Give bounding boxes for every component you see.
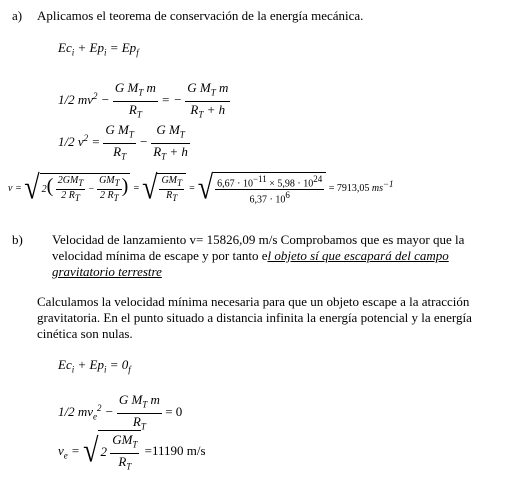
equation-energy-expanded: 1/2 $mv^2$ − $\frac{G M_T m}{R_T}$ = − $\frac{G M_T m}{R_T + h}$	[58, 80, 230, 122]
section-a-marker: a)	[12, 8, 23, 23]
sqrt-icon: √	[142, 169, 158, 207]
sqrt-icon: √	[197, 169, 214, 207]
paragraph-line2: gravitatoria. En el punto situado a distancia infinita la energía potencial y la energía	[37, 310, 472, 325]
sqrt-icon: √	[83, 432, 99, 471]
equation-velocity-numeric: v = √ 2( $\frac{2GM_T}{2 R_T}$ − $\frac{GM_T}{2 R_T}$ ) = √ $\frac{GM_T}{R_T}$ = √ $\frac{6,67 \cdot 10^{-11} \times 5,98 \cdot 10^{24}}{6,37 \cdot 10^6}$ = 7913,05 $ms^{-1}$	[8, 169, 394, 207]
paragraph-line1: Calculamos la velocidad mínima necesaria para que un objeto escape a la atracción	[37, 294, 470, 309]
fraction-gmm-over-r: $\frac{G M_T m}{R_T}$	[114, 80, 156, 120]
fraction-gmm-over-r-escape: $\frac{G M_T m}{R_T}$	[118, 392, 160, 432]
section-b-marker: b)	[12, 232, 23, 247]
fraction-gm-over-r: $\frac{G M_T}{R_T}$	[105, 122, 134, 162]
equation-velocity-squared: 1/2 $v^2$ = $\frac{G M_T}{R_T}$ − $\frac{G M_T}{R_T + h}$	[58, 122, 190, 164]
section-b-line2: velocidad mínima de escape y por tanto el objeto sí que escapará del campo	[52, 248, 449, 263]
paragraph-line3: cinética son nulas.	[37, 326, 133, 341]
equation-escape-expanded: 1/2 $mv_e^2$ − $\frac{G M_T m}{R_T}$ = 0	[58, 392, 182, 434]
equation-energy-conservation: $Ec_i + Ep_i = Ep_f$	[58, 40, 139, 58]
fraction-gmm-over-r-plus-h: $\frac{G M_T m}{R_T + h}$	[187, 80, 229, 120]
equation-escape-velocity: $v_e$ = √ 2 $\frac{GM_T}{R_T}$ =11190 m/s	[58, 430, 206, 474]
fraction-gm-over-r-plus-h: $\frac{G M_T}{R_T + h}$	[153, 122, 188, 162]
section-b-line1: Velocidad de lanzamiento v= 15826,09 m/s Comprobamos que es mayor que la	[52, 232, 465, 247]
sqrt-icon: √	[24, 169, 40, 207]
section-a-text: Aplicamos el teorema de conservación de la energía mecánica.	[37, 8, 364, 23]
equation-escape-energy: $Ec_i + Ep_i = 0_f$	[58, 357, 131, 375]
section-b-line3: gravitatorio terrestre	[52, 264, 162, 279]
